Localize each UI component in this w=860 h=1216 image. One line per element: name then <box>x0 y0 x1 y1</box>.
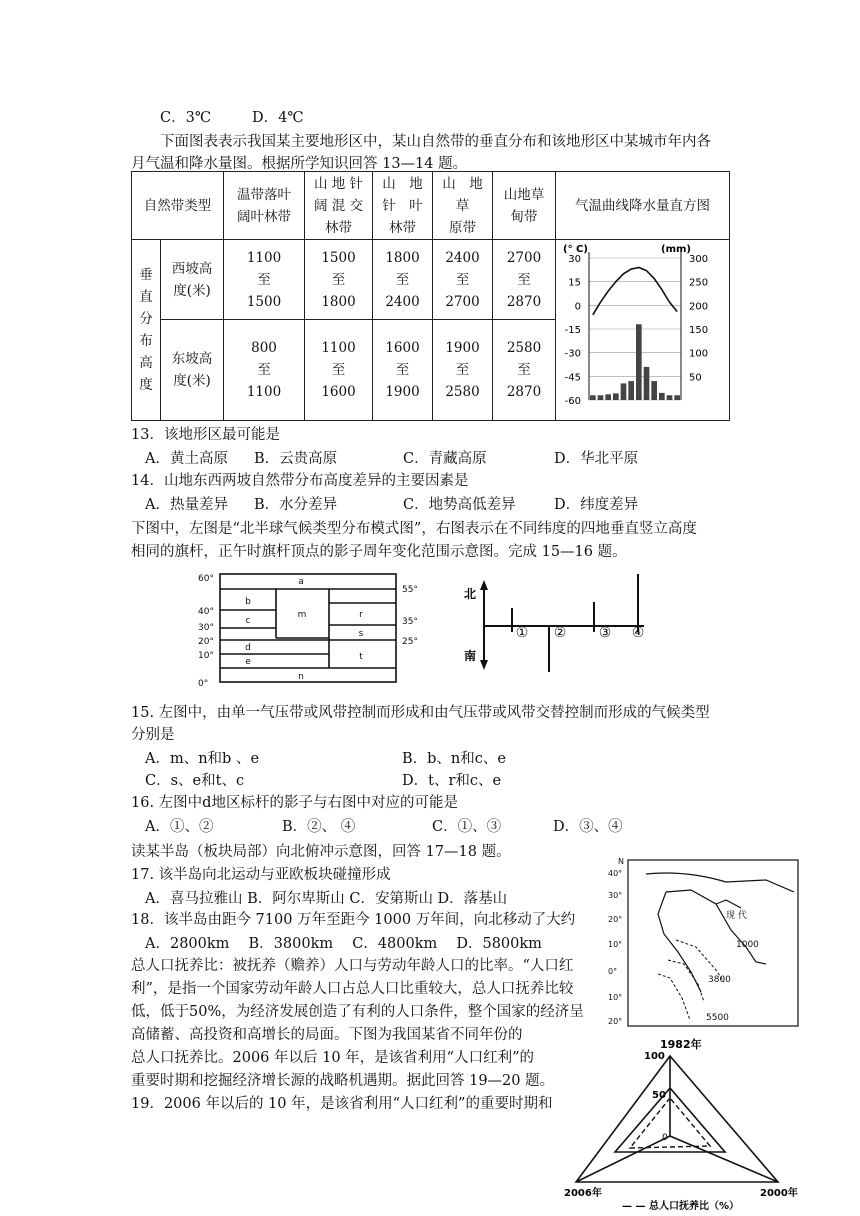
header-type: 自然带类型 <box>132 172 224 240</box>
row-group-label: 垂 直 分 布 高 度 <box>132 240 161 421</box>
temp-tick-label: -45 <box>564 372 581 384</box>
col-head-1: 温带落叶 阔叶林带 <box>224 172 305 240</box>
west-cell-1: 1100 至 1500 <box>224 240 305 320</box>
map-lat-40: 40° <box>608 869 623 878</box>
precip-bar-month-3 <box>605 394 611 400</box>
lat-right-55: 55° <box>402 585 418 595</box>
zone-s: s <box>358 629 364 639</box>
mark-3: ③ <box>598 625 612 641</box>
intro-13-14-line1: 下面图表表示我国某主要地形区中，某山自然带的垂直分布和该地形区中某城市年内各 <box>160 134 711 150</box>
south-label: 南 <box>464 649 477 663</box>
q15-stem-1: 15. 左图中，由单一气压带或风带控制而形成和由气压带或风带交替控制而形成的气候类型 <box>131 705 710 721</box>
precip-bar-month-10 <box>659 393 665 400</box>
col-head-3: 山 地 针 叶 林带 <box>373 172 433 240</box>
temp-tick-label: 30 <box>568 254 581 265</box>
precip-bar-month-8 <box>644 367 650 400</box>
precip-bar-month-11 <box>667 395 673 400</box>
tick-0: 0 <box>662 1133 668 1143</box>
map-label-1000: 1000 <box>736 940 759 950</box>
para-19-20-line4: 高储蓄、高投资和高增长的局面。下图为我国某省不同年份的 <box>131 1027 523 1043</box>
para-19-20-line2: 利”，是指一个国家劳动年龄人口占总人口比重较大，总人口抚养比较 <box>131 981 574 997</box>
precip-bar-month-9 <box>651 381 657 400</box>
tick-100: 100 <box>644 1051 665 1062</box>
triangle-legend: — — 总人口抚养比（%） <box>622 1201 739 1212</box>
lat-left-10: 10° <box>198 651 214 661</box>
lat-left-60: 60° <box>198 574 214 584</box>
west-cell-4: 2400 至 2700 <box>433 240 493 320</box>
map-lat-30: 30° <box>608 891 623 900</box>
lat-right-35: 35° <box>402 617 418 627</box>
map-lat-s10: 10° <box>608 993 623 1002</box>
temp-axis-label: (° C) <box>563 244 588 255</box>
q14-option-d: D．纬度差异 <box>554 497 639 513</box>
dependency-ratio-triangle <box>560 1036 810 1212</box>
temp-tick-label: -60 <box>564 396 581 407</box>
west-cell-2: 1500 至 1800 <box>305 240 373 320</box>
zone-m: m <box>297 610 307 620</box>
east-label: 东坡高 度(米) <box>161 320 224 421</box>
zone-t: t <box>359 652 363 662</box>
lat-right-25: 25° <box>402 637 418 647</box>
q13-option-a: A．黄土高原 <box>145 451 228 467</box>
peninsula-subduction-map <box>606 852 806 1030</box>
zone-r: r <box>359 610 363 620</box>
q13-option-d: D．华北平原 <box>554 451 639 467</box>
q15-option-c: C．s、e和t、c <box>145 773 245 789</box>
vegetation-zone-table <box>131 171 730 421</box>
map-label-3800: 3800 <box>708 975 731 985</box>
option-c: C．3℃ <box>160 110 212 126</box>
para-19-20-line6: 重要时期和挖掘经济增长源的战略机遇期。据此回答 19—20 题。 <box>131 1073 555 1089</box>
para-19-20-line1: 总人口抚养比：被抚养（赡养）人口与劳动年龄人口的比率。“人口红 <box>131 958 574 974</box>
west-cell-5: 2700 至 2870 <box>493 240 556 320</box>
temperature-curve <box>593 267 677 314</box>
precip-axis-label: (mm) <box>661 244 691 255</box>
year-1982: 1982年 <box>660 1038 702 1051</box>
q18-options: A．2800km B．3800km C．4800km D．5800km <box>145 936 542 952</box>
mark-2: ② <box>553 625 567 641</box>
precip-bar-month-4 <box>613 393 619 400</box>
year-2006: 2006年 <box>564 1188 602 1199</box>
q15-option-b: B．b、n和c、e <box>402 751 506 767</box>
q14-option-c: C．地势高低差异 <box>403 497 516 513</box>
precip-tick-label: 100 <box>689 348 709 360</box>
lat-left-40: 40° <box>198 607 214 617</box>
q16-stem: 16. 左图中d地区标杆的影子与右图中对应的可能是 <box>131 795 458 811</box>
q16-option-d: D．③、④ <box>553 819 623 835</box>
precip-bar-month-6 <box>628 381 634 400</box>
col-head-2: 山 地 针 阔 混 交 林带 <box>305 172 373 240</box>
q14-option-b: B．水分差异 <box>254 497 338 513</box>
lat-left-0: 0° <box>198 679 209 689</box>
precip-bar-month-7 <box>636 324 642 400</box>
q15-stem-2: 分别是 <box>131 727 175 743</box>
map-lat-s20: 20° <box>608 1017 623 1026</box>
zone-a: a <box>298 577 304 587</box>
map-lat-10: 10° <box>608 940 623 949</box>
q16-option-c: C．①、③ <box>432 819 502 835</box>
climate-type-model-figure <box>196 568 426 690</box>
climograph <box>557 240 728 412</box>
flagpole-shadow-figure <box>460 570 660 682</box>
map-label-5500: 5500 <box>706 1013 729 1023</box>
precip-bar-month-2 <box>598 395 604 400</box>
intro-15-16-line2: 相同的旗杆，正午时旗杆顶点的影子周年变化范围示意图。完成 15—16 题。 <box>131 544 627 560</box>
precip-tick-label: 50 <box>689 372 702 384</box>
north-label: 北 <box>464 587 477 601</box>
west-cell-3: 1800 至 2400 <box>373 240 433 320</box>
chart-header: 气温曲线降水量直方图 <box>556 172 730 240</box>
intro-13-14-line2: 月气温和降水量图。根据所学知识回答 13—14 题。 <box>131 156 468 172</box>
q18-stem: 18．该半岛由距今 7100 万年至距今 1000 万年间，向北移动了大约 <box>131 912 576 928</box>
east-cell-4: 1900 至 2580 <box>433 320 493 421</box>
precip-bar-month-5 <box>621 383 627 400</box>
east-cell-2: 1100 至 1600 <box>305 320 373 421</box>
q15-option-a: A．m、n和b 、e <box>145 751 260 767</box>
precip-bar-month-12 <box>674 395 680 400</box>
temp-tick-label: 0 <box>574 301 581 313</box>
q14-option-a: A．热量差异 <box>145 497 228 513</box>
precip-tick-label: 200 <box>689 301 709 313</box>
temp-tick-label: -15 <box>564 325 581 336</box>
q13-stem: 13．该地形区最可能是 <box>131 427 280 443</box>
q17-stem: 17. 该半岛向北运动与亚欧板块碰撞形成 <box>131 867 391 883</box>
tick-50: 50 <box>652 1090 666 1101</box>
climate-chart-cell <box>556 240 730 421</box>
col-head-5: 山地草 甸带 <box>493 172 556 240</box>
zone-c: c <box>245 616 251 626</box>
zone-b: b <box>245 597 251 607</box>
option-d: D．4℃ <box>252 110 304 126</box>
zone-e: e <box>245 657 251 667</box>
mark-4: ④ <box>631 625 645 641</box>
q13-option-c: C．青藏高原 <box>403 451 487 467</box>
west-label: 西坡高 度(米) <box>161 240 224 320</box>
temp-tick-label: -30 <box>564 348 581 360</box>
precip-tick-label: 300 <box>689 254 709 265</box>
zone-d: d <box>245 643 251 653</box>
zone-n: n <box>298 672 304 682</box>
precip-tick-label: 250 <box>689 277 709 289</box>
map-label-modern: 现 代 <box>726 911 747 921</box>
east-cell-5: 2580 至 2870 <box>493 320 556 421</box>
lat-left-20: 20° <box>198 637 214 647</box>
q16-option-a: A．①、② <box>145 819 214 835</box>
col-head-4: 山 地 草 原带 <box>433 172 493 240</box>
temp-tick-label: 15 <box>568 277 581 289</box>
precip-tick-label: 150 <box>689 325 709 336</box>
q19-stem: 19．2006 年以后的 10 年，是该省利用“人口红利”的重要时期和 <box>131 1096 553 1112</box>
q17-options: A．喜马拉雅山 B．阿尔卑斯山 C．安第斯山 D．落基山 <box>145 891 508 907</box>
para-19-20-line3: 低，低于50%，为经济发展创造了有利的人口条件，整个国家的经济呈 <box>131 1004 584 1020</box>
year-2000: 2000年 <box>760 1188 798 1199</box>
intro-17-18: 读某半岛（板块局部）向北俯冲示意图，回答 17—18 题。 <box>131 844 511 860</box>
map-lat-0: 0° <box>608 967 618 976</box>
lat-left-30: 30° <box>198 623 214 633</box>
q16-option-b: B．②、 ④ <box>282 819 356 835</box>
east-cell-3: 1600 至 1900 <box>373 320 433 421</box>
east-cell-1: 800 至 1100 <box>224 320 305 421</box>
q13-option-b: B．云贵高原 <box>254 451 338 467</box>
mark-1: ① <box>515 625 529 641</box>
precip-bar-month-1 <box>590 395 596 400</box>
map-lat-20: 20° <box>608 915 623 924</box>
q15-option-d: D．t、r和c、e <box>402 773 502 789</box>
map-lat-n: N <box>618 857 624 866</box>
q14-stem: 14．山地东西两坡自然带分布高度差异的主要因素是 <box>131 473 469 489</box>
para-19-20-line5: 总人口抚养比。2006 年以后 10 年，是该省利用“人口红利”的 <box>131 1050 535 1066</box>
intro-15-16-line1: 下图中，左图是“北半球气候类型分布模式图”，右图表示在不同纬度的四地垂直竖立高度 <box>131 521 697 537</box>
